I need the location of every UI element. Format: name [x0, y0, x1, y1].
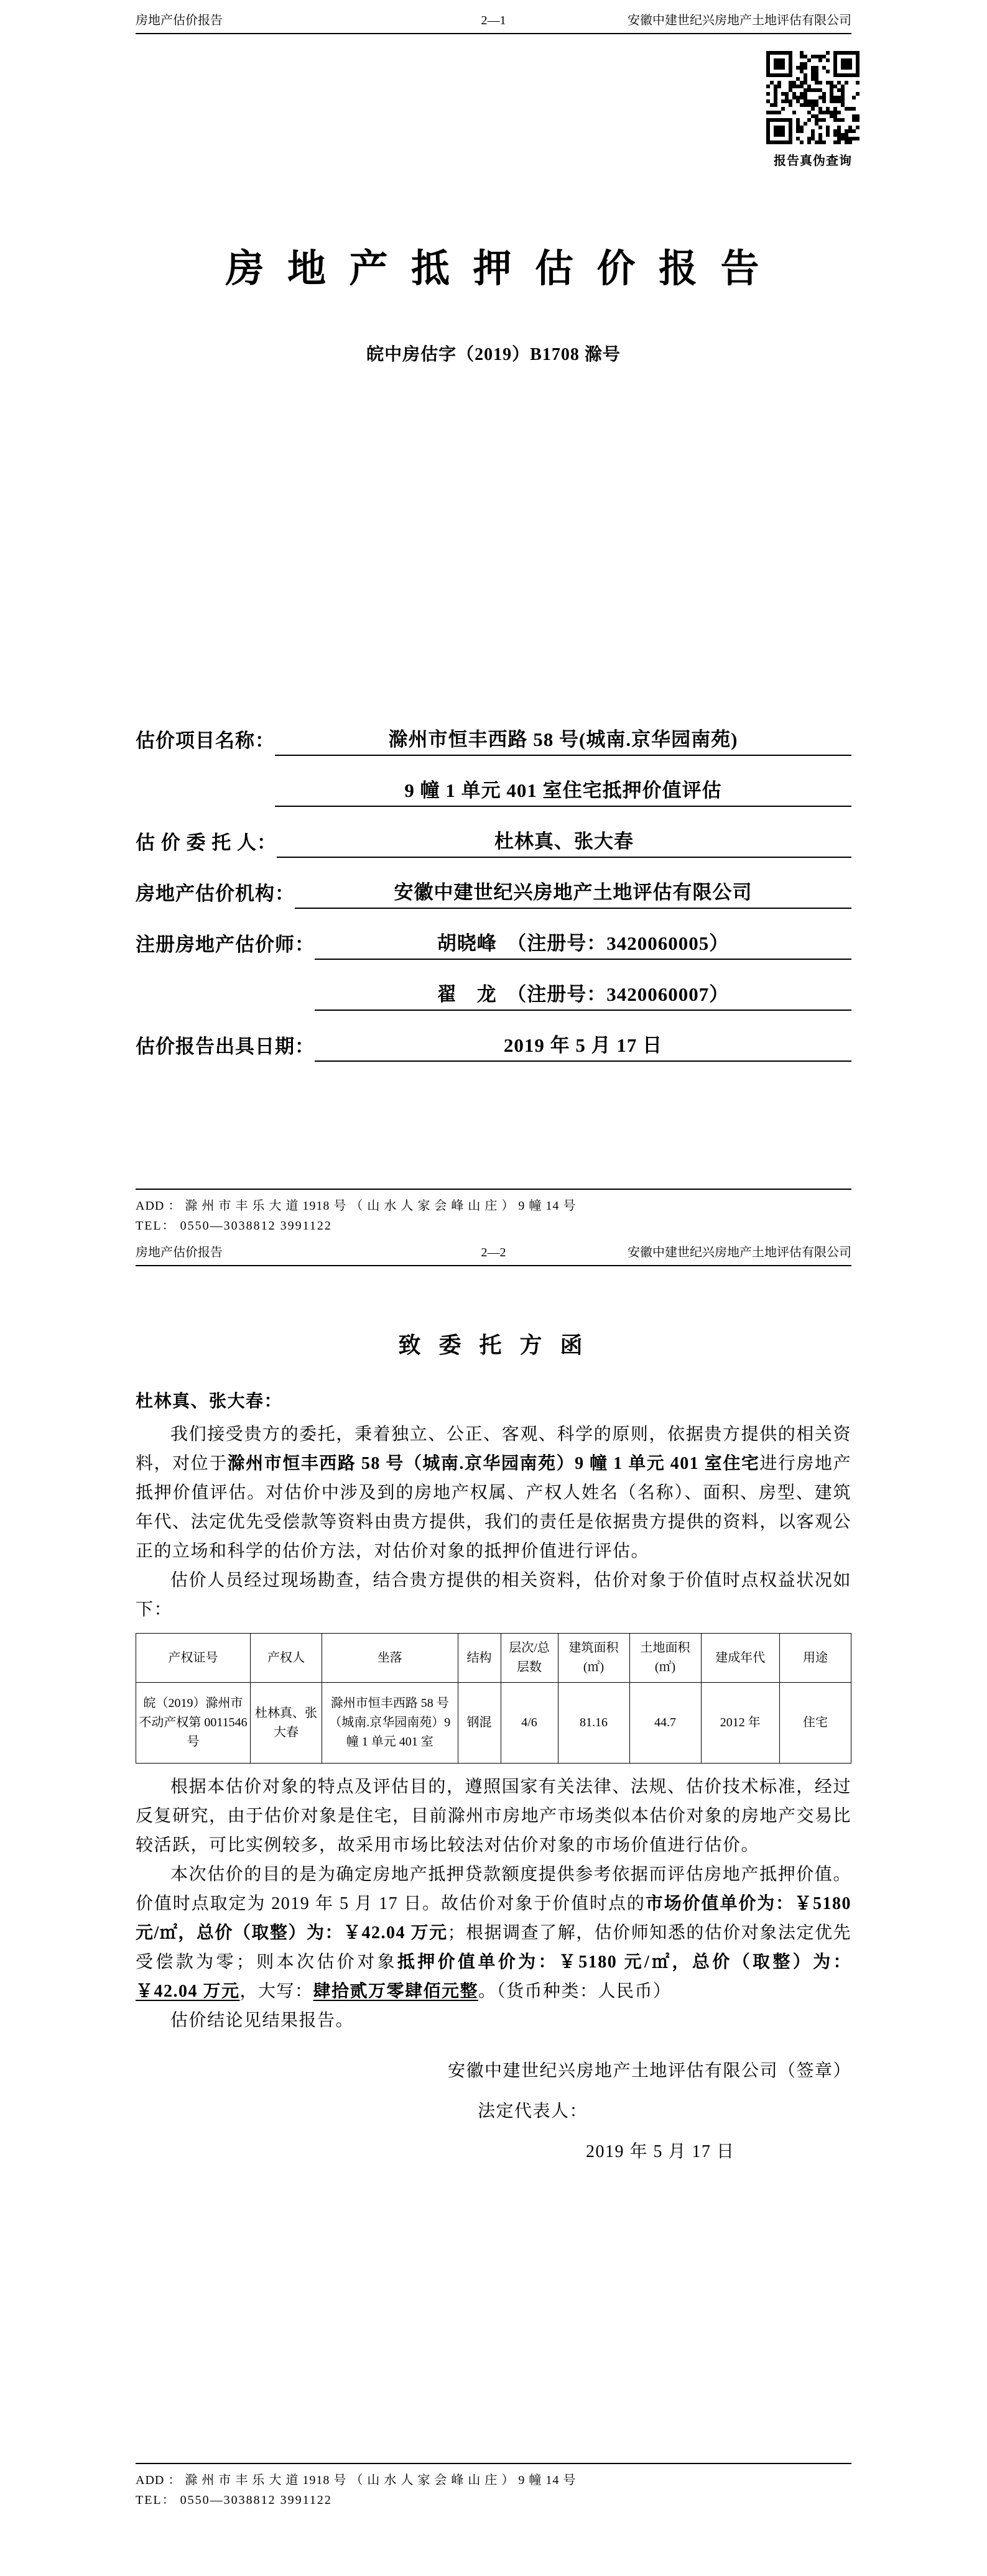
- qr-block: [766, 51, 860, 168]
- qr-code-icon: [766, 51, 860, 144]
- col-use: 用途: [780, 1634, 851, 1683]
- paragraph-4-text: ；根据调查了解，估价师知悉的估价对象法定优先受偿款为零；则本次估价对象: [136, 1923, 851, 1972]
- cell-land-area: 44.7: [629, 1683, 701, 1764]
- field-value: 杜林真、张大春: [277, 826, 851, 858]
- col-owner: 产权人: [251, 1634, 322, 1683]
- page-number: 2—2: [481, 1246, 506, 1259]
- field-label: 注册房地产估价师：: [136, 934, 315, 955]
- header-doc-label: 房地产估价报告: [136, 14, 223, 27]
- field-value: 翟 龙 （注册号：3420060007）: [315, 978, 851, 1011]
- letter-title: 致 委 托 方 函: [398, 1333, 589, 1358]
- paragraph-2: 估价人员经过现场勘查，结合贵方提供的相关资料，估价对象于价值时点权益状况如下：: [136, 1571, 851, 1619]
- col-build-year: 建成年代: [701, 1634, 780, 1683]
- field-label: 估 价 委 托 人：: [136, 832, 277, 853]
- paragraph-1: [136, 1420, 851, 1566]
- cell-use: 住宅: [780, 1683, 851, 1764]
- header-company-label: 安徽中建世纪兴房地产土地评估有限公司: [628, 1246, 851, 1259]
- table-header-row: [136, 1634, 851, 1683]
- field-appraiser-2: [136, 960, 851, 1011]
- salutation: 杜林真、张大春：: [136, 1392, 283, 1411]
- cell-owner: 杜林真、张大春: [251, 1683, 322, 1764]
- footer-tel: TEL： 0550—3038812 3991122: [136, 1219, 332, 1233]
- paragraph-1-text: 进行房地产抵押价值评估。对估价中涉及到的房地产权属、产权人姓名（名称）、面积、房型、建筑年代、法定优先受偿款等资料由贵方提供，我们的责任是依据贵方提供的资料，以客观公正的立场和科学的估价方法，对估价对象的抵押价值进行评估。: [136, 1454, 851, 1561]
- market-total-price: ￥42.04 万元: [343, 1923, 448, 1943]
- letter-to-client: [136, 1328, 851, 2166]
- signature-legal-rep: 法定代表人：: [478, 2102, 588, 2121]
- col-location: 坐落: [322, 1634, 458, 1683]
- field-project-name-line2: [136, 756, 851, 807]
- signature-date: 2019 年 5 月 17 日: [586, 2142, 735, 2161]
- cell-structure: 钢混: [458, 1683, 501, 1764]
- field-label: 估价报告出具日期：: [136, 1036, 315, 1057]
- footer-tel: TEL： 0550—3038812 3991122: [136, 2493, 332, 2507]
- paragraph-1-property: 滁州市恒丰西路 58 号（城南.京华园南苑）9 幢 1 单元 401 室住宅: [227, 1454, 760, 1473]
- field-report-date: [136, 1011, 851, 1062]
- footer-address: ADD ： 滁 州 市 丰 乐 大 道 1918 号 （ 山 水 人 家 会 峰 山 庄 ） 9 幢 14 号: [136, 1199, 577, 1213]
- field-project-name: [136, 705, 851, 756]
- paragraph-4-text: ，总价（取整）为：: [178, 1923, 344, 1943]
- paragraph-5: 估价结论见结果报告。: [170, 2011, 354, 2030]
- field-value: 2019 年 5 月 17 日: [315, 1029, 851, 1062]
- field-value: 9 幢 1 单元 401 室住宅抵押价值评估: [275, 775, 851, 807]
- page1-running-header: [136, 10, 851, 34]
- paragraph-4-text: 本次估价的目的是为确定房地产抵押贷款额度提供参考依据而评估房地产抵押价值。价值时点取定为 2019 年 5 月 17 日。故估价对象于价值时点的: [136, 1865, 851, 1913]
- mortgage-total-price: ￥42.04 万元: [136, 1982, 240, 2001]
- col-floor: 层次/总层数: [501, 1634, 558, 1683]
- paragraph-4-text: ，大写：: [239, 1982, 313, 2001]
- rights-table: [136, 1633, 851, 1764]
- field-appraiser-1: [136, 909, 851, 960]
- table-row: [136, 1683, 851, 1764]
- field-label: 房地产估价机构：: [136, 883, 295, 904]
- field-label: 估价项目名称：: [136, 730, 275, 752]
- mortgage-unit-price: 抵押价值单价为：￥5180 元/㎡: [397, 1953, 672, 1972]
- paragraph-1-text: 我们接受贵方的委托，秉着独立、公正、客观、科学的原则，依据贵方提供的相关资料，对位于: [136, 1425, 851, 1473]
- col-land-area: 土地面积(㎡): [629, 1634, 701, 1683]
- market-unit-price: 市场价值单价为：￥5180 元/㎡: [136, 1894, 851, 1943]
- header-company-label: 安徽中建世纪兴房地产土地评估有限公司: [628, 14, 851, 27]
- cell-build-year: 2012 年: [701, 1683, 780, 1764]
- page1-running-footer: [136, 1189, 851, 1236]
- amount-in-words: 肆拾贰万零肆佰元整: [313, 1982, 479, 2001]
- footer-address: ADD ： 滁 州 市 丰 乐 大 道 1918 号 （ 山 水 人 家 会 峰 山 庄 ） 9 幢 14 号: [136, 2473, 577, 2487]
- cell-location: 滁州市恒丰西路 58 号（城南.京华园南苑）9 幢 1 单元 401 室: [322, 1683, 458, 1764]
- qr-caption: 报告真伪查询: [774, 154, 852, 168]
- page2-running-header: [136, 1242, 851, 1266]
- field-value: 滁州市恒丰西路 58 号(城南.京华园南苑): [275, 724, 851, 756]
- field-value: 安徽中建世纪兴房地产土地评估有限公司: [295, 876, 851, 909]
- paragraph-4-text: 。（货币种类：人民币）: [478, 1982, 672, 2001]
- page-number: 2—1: [481, 14, 506, 27]
- paragraph-3: 根据本估价对象的特点及评估目的，遵照国家有关法律、法规、估价技术标准，经过反复研究，由于估价对象是住宅，目前滁州市房地产市场类似本估价对象的房地产交易比较活跃，可比实例较多，故采用市场比较法对估价对象的市场价值进行估价。: [136, 1777, 851, 1855]
- report-title: 房 地 产 抵 押 估 价 报 告: [225, 248, 762, 290]
- cell-cert-no: 皖（2019）滁州市不动产权第 0011546 号: [136, 1683, 251, 1764]
- page2-running-footer: [136, 2463, 851, 2510]
- cell-build-area: 81.16: [558, 1683, 629, 1764]
- paragraph-4: [136, 1860, 851, 2006]
- paragraph-4-text: ，总价（取整）为：: [672, 1953, 851, 1972]
- col-build-area: 建筑面积(㎡): [558, 1634, 629, 1683]
- field-client: [136, 807, 851, 858]
- col-structure: 结构: [458, 1634, 501, 1683]
- field-value: 胡晓峰 （注册号：3420060005）: [315, 927, 851, 960]
- header-doc-label: 房地产估价报告: [136, 1246, 223, 1259]
- cell-floor: 4/6: [501, 1683, 558, 1764]
- cover-form: [136, 705, 851, 1062]
- col-cert-no: 产权证号: [136, 1634, 251, 1683]
- signature-company: 安徽中建世纪兴房地产土地评估有限公司（签章）: [447, 2061, 851, 2081]
- report-doc-number: 皖中房估字（2019）B1708 滁号: [366, 345, 621, 364]
- field-agency: [136, 858, 851, 909]
